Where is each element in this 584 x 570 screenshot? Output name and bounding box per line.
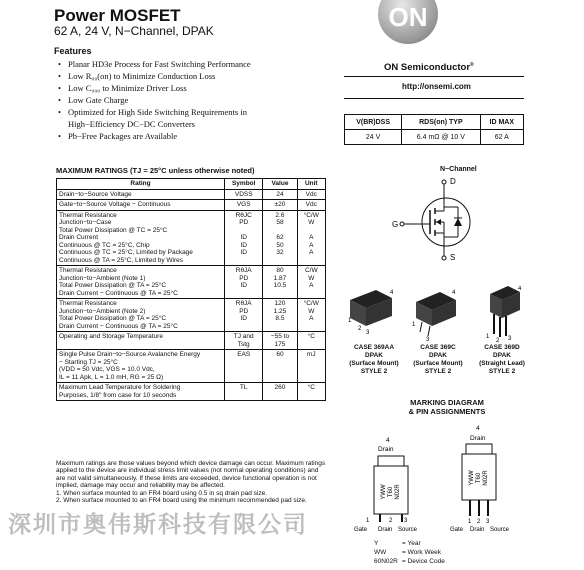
svg-text:Source: Source bbox=[490, 527, 510, 533]
table-cell-symbol: RθJA PD ID bbox=[225, 299, 263, 332]
table-row bbox=[57, 200, 326, 211]
table-cell-rating: Thermal Resistance Junction−to−Ambient (Note 1) Total Power Dissipation @ TA = 25°C Drain Current − Continuous @ TA = 25°C bbox=[57, 266, 225, 299]
schematic-drain-label: D bbox=[450, 177, 456, 186]
table-cell-value: 60 bbox=[263, 350, 297, 383]
svg-text:3: 3 bbox=[404, 518, 408, 524]
schematic-source-label: S bbox=[450, 253, 456, 262]
table-row bbox=[57, 350, 326, 383]
package-style: STYLE 2 bbox=[424, 368, 452, 375]
table-cell-symbol: VDSS bbox=[225, 189, 263, 200]
mosfet-schematic-icon bbox=[384, 174, 494, 264]
svg-text:Drain: Drain bbox=[470, 435, 486, 442]
page-subtitle: 62 A, 24 V, N−Channel, DPAK bbox=[54, 24, 214, 38]
spec-cell: 6.4 mΩ @ 10 V bbox=[402, 130, 480, 145]
features-heading: Features bbox=[54, 46, 92, 56]
watermark: 深圳市奥伟斯科技有限公司 bbox=[8, 511, 308, 537]
table-cell-rating: Drain−to−Source Voltage bbox=[57, 189, 225, 200]
table-cell-rating: Maximum Lead Temperature for Soldering Purposes, 1/8" from case for 10 seconds bbox=[57, 383, 225, 401]
table-header: Unit bbox=[297, 179, 325, 190]
svg-text:1: 1 bbox=[468, 519, 472, 525]
package-label bbox=[406, 344, 470, 376]
marking-diagram-icon bbox=[352, 420, 532, 536]
schematic-gate-label: G bbox=[392, 220, 399, 229]
feature-item: • Low Gate Charge bbox=[58, 94, 298, 106]
divider bbox=[344, 98, 524, 99]
svg-text:Source: Source bbox=[398, 527, 418, 533]
feature-item: • Pb−Free Packages are Available bbox=[58, 130, 298, 142]
svg-text:2: 2 bbox=[477, 519, 481, 525]
spec-header: RDS(on) TYP bbox=[402, 115, 480, 130]
divider bbox=[344, 76, 524, 77]
table-cell-unit: °C bbox=[297, 332, 325, 350]
svg-text:T60: T60 bbox=[476, 472, 482, 484]
table-cell-unit: Vdc bbox=[297, 189, 325, 200]
svg-text:3: 3 bbox=[366, 330, 370, 336]
table-cell-rating: Thermal Resistance Junction−to−Ambient (Note 2) Total Power Dissipation @ TA = 25°C Drain Current − Continuous @ TA = 25°C bbox=[57, 299, 225, 332]
table-row bbox=[57, 332, 326, 350]
on-semi-logo bbox=[376, 0, 440, 44]
legend-row: Y = Year bbox=[374, 540, 421, 547]
table-cell-value: 2.6 58 62 50 32 bbox=[263, 210, 297, 266]
feature-item: • Low R₀₀(on) to Minimize Conduction Loss bbox=[58, 70, 298, 82]
svg-text:N02R: N02R bbox=[395, 484, 401, 500]
svg-text:2: 2 bbox=[358, 326, 362, 332]
table-cell-rating: Thermal Resistance Junction−to−Case Total Power Dissipation @ TC = 25°C Drain Current Continuous @ TC = 25°C, Chip Continuous @ TC = 25°C, Limited by Package Continuous @ TA = 25°C, Limited by Wires bbox=[57, 210, 225, 266]
max-ratings-table bbox=[56, 178, 326, 401]
table-cell-value: 120 1.25 8.5 bbox=[263, 299, 297, 332]
svg-text:1: 1 bbox=[366, 518, 370, 524]
package-drawings-icon bbox=[340, 286, 540, 342]
table-header: Rating bbox=[57, 179, 225, 190]
schematic-title: N−Channel bbox=[440, 166, 477, 173]
legend-row: WW = Work Week bbox=[374, 549, 441, 556]
package-mount: (Straight Lead) bbox=[479, 360, 525, 367]
package-name: DPAK bbox=[365, 352, 383, 359]
svg-text:Gate: Gate bbox=[450, 527, 464, 533]
table-cell-value: 260 bbox=[263, 383, 297, 401]
svg-text:1: 1 bbox=[412, 322, 416, 328]
spec-cell: 62 A bbox=[480, 130, 523, 145]
feature-item: • Planar HD3e Process for Fast Switching Performance bbox=[58, 58, 298, 70]
svg-text:Drain: Drain bbox=[378, 527, 393, 533]
note-text: 2. When surface mounted to an FR4 board using the minimum recommended pad size. bbox=[56, 497, 307, 505]
svg-text:4: 4 bbox=[476, 425, 480, 432]
svg-text:2: 2 bbox=[496, 338, 500, 342]
package-label bbox=[470, 344, 534, 376]
table-header: Symbol bbox=[225, 179, 263, 190]
table-cell-value: 24 bbox=[263, 189, 297, 200]
features-list bbox=[58, 58, 298, 142]
company-name: ON Semiconductor® bbox=[384, 62, 474, 74]
svg-text:YWW: YWW bbox=[469, 470, 475, 486]
table-header: Value bbox=[263, 179, 297, 190]
table-cell-value: −55 to 175 bbox=[263, 332, 297, 350]
table-row bbox=[57, 210, 326, 266]
table-row bbox=[57, 383, 326, 401]
spec-table bbox=[344, 114, 524, 145]
svg-text:1: 1 bbox=[486, 334, 490, 340]
table-cell-unit: Vdc bbox=[297, 200, 325, 211]
package-style: STYLE 2 bbox=[360, 368, 388, 375]
svg-text:Drain: Drain bbox=[378, 446, 394, 453]
table-cell-unit: C/W W A bbox=[297, 266, 325, 299]
logo-text: ON bbox=[388, 2, 428, 32]
note-text: Maximum ratings are those values beyond which device damage can occur. Maximum ratings applied to the device are individual stress limit values (not normal operating conditions) and are not valid simultaneously. If these limits are exceeded, device functional operation is not implied, damage may occur and reliability may be affected. bbox=[56, 460, 326, 490]
package-case: CASE 369C bbox=[420, 344, 456, 351]
max-ratings-title: MAXIMUM RATINGS (TJ = 25°C unless otherwise noted) bbox=[56, 166, 255, 175]
package-style: STYLE 2 bbox=[488, 368, 516, 375]
table-cell-symbol: TL bbox=[225, 383, 263, 401]
table-cell-value: ±20 bbox=[263, 200, 297, 211]
svg-text:3: 3 bbox=[426, 337, 430, 342]
spec-cell: 24 V bbox=[345, 130, 402, 145]
spec-header: ID MAX bbox=[480, 115, 523, 130]
table-cell-value: 80 1.87 10.5 bbox=[263, 266, 297, 299]
table-cell-symbol: RθJC PD ID ID ID bbox=[225, 210, 263, 266]
package-label bbox=[342, 344, 406, 376]
table-cell-rating: Single Pulse Drain−to−Source Avalanche Energy − Starting TJ = 25°C (VDD = 50 Vdc, VGS = 10.0 Vdc, IL = 11 Apk, L = 1.0 mH, RG = 25 Ω) bbox=[57, 350, 225, 383]
marking-heading: MARKING DIAGRAM & PIN ASSIGNMENTS bbox=[408, 398, 486, 416]
table-cell-symbol: TJ and Tstg bbox=[225, 332, 263, 350]
svg-text:N02R: N02R bbox=[483, 470, 489, 486]
company-url[interactable]: http://onsemi.com bbox=[402, 82, 471, 91]
svg-text:YWW: YWW bbox=[381, 484, 387, 500]
package-name: DPAK bbox=[493, 352, 511, 359]
spec-header: V(BR)DSS bbox=[345, 115, 402, 130]
table-cell-rating: Gate−to−Source Voltage − Continuous bbox=[57, 200, 225, 211]
table-cell-unit: °C/W W A bbox=[297, 299, 325, 332]
svg-text:3: 3 bbox=[508, 336, 512, 342]
table-cell-unit: °C/W W A A A bbox=[297, 210, 325, 266]
svg-text:2: 2 bbox=[389, 518, 393, 524]
table-cell-unit: mJ bbox=[297, 350, 325, 383]
svg-text:4: 4 bbox=[518, 286, 522, 292]
table-row bbox=[57, 189, 326, 200]
note-text: 1. When surface mounted to an FR4 board using 0.5 in sq drain pad size. bbox=[56, 489, 268, 497]
package-name: DPAK bbox=[429, 352, 447, 359]
legend-row: 60N02R = Device Code bbox=[374, 558, 445, 565]
svg-text:Drain: Drain bbox=[470, 527, 485, 533]
svg-text:1: 1 bbox=[348, 318, 352, 324]
svg-text:T60: T60 bbox=[388, 486, 394, 498]
table-cell-rating: Operating and Storage Temperature bbox=[57, 332, 225, 350]
max-ratings-body bbox=[57, 189, 326, 401]
package-case: CASE 369AA bbox=[353, 344, 395, 351]
svg-text:3: 3 bbox=[486, 519, 490, 525]
feature-item: • Optimized for High Side Switching Requirements in High−Efficiency DC−DC Converters bbox=[58, 106, 298, 130]
table-cell-symbol: VGS bbox=[225, 200, 263, 211]
package-mount: (Surface Mount) bbox=[413, 360, 463, 367]
svg-text:Gate: Gate bbox=[354, 527, 368, 533]
table-cell-unit: °C bbox=[297, 383, 325, 401]
package-mount: (Surface Mount) bbox=[349, 360, 399, 367]
page-title: Power MOSFET bbox=[54, 6, 181, 25]
table-row bbox=[57, 266, 326, 299]
svg-text:4: 4 bbox=[452, 290, 456, 296]
feature-item: • Low C₀₀₀ to Minimize Driver Loss bbox=[58, 82, 298, 94]
marking-legend bbox=[374, 539, 445, 566]
svg-text:4: 4 bbox=[390, 290, 394, 296]
svg-text:4: 4 bbox=[386, 437, 390, 444]
table-cell-symbol: RθJA PD ID bbox=[225, 266, 263, 299]
table-cell-symbol: EAS bbox=[225, 350, 263, 383]
package-case: CASE 369D bbox=[484, 344, 520, 351]
table-row bbox=[57, 299, 326, 332]
ratings-notes bbox=[56, 460, 326, 504]
